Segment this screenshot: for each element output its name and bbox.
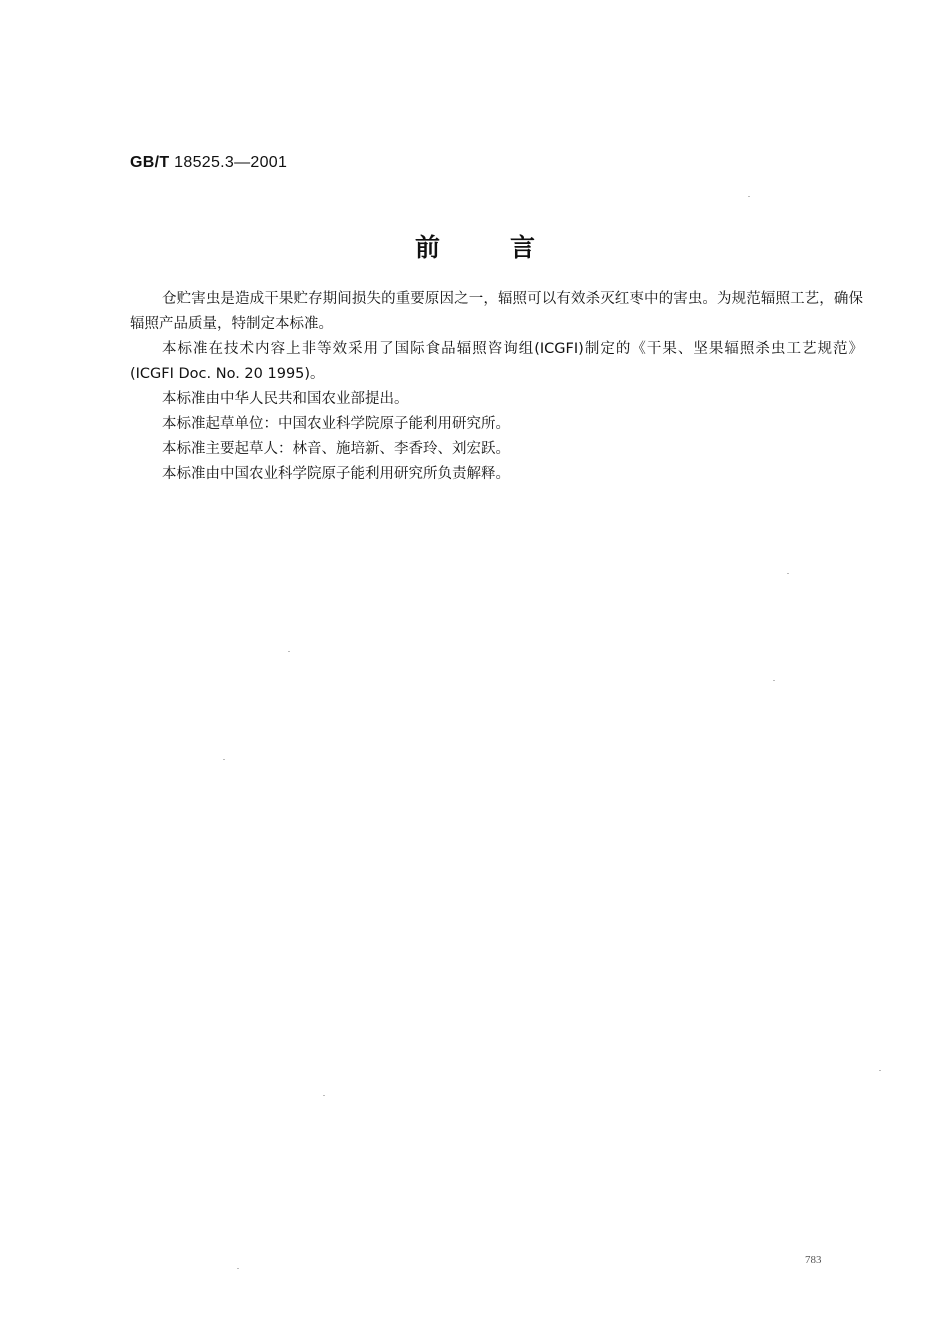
scan-speck: [323, 1095, 325, 1096]
paragraph-adoption: 本标准在技术内容上非等效采用了国际食品辐照咨询组(ICGFI)制定的《干果、坚果辐照杀虫工艺规范》(ICGFI Doc. No. 20 1995)。: [130, 341, 863, 382]
scan-speck: [879, 1070, 881, 1071]
scan-speck: [748, 196, 750, 197]
scan-speck: [223, 759, 225, 760]
paragraph-interpretation: 本标准由中国农业科学院原子能利用研究所负责解释。: [162, 466, 510, 482]
paragraph-purpose: 仓贮害虫是造成干果贮存期间损失的重要原因之一，辐照可以有效杀灭红枣中的害虫。为规范辐照工艺，确保辐照产品质量，特制定本标准。: [130, 291, 863, 332]
scan-speck: [787, 573, 789, 574]
standard-prefix: GB/T: [130, 154, 170, 171]
scan-speck: [288, 651, 290, 652]
page-number: 783: [805, 1254, 822, 1266]
paragraph-drafters: 本标准主要起草人：林音、施培新、李香玲、刘宏跃。: [162, 441, 510, 457]
paragraph-drafting-unit: 本标准起草单位：中国农业科学院原子能利用研究所。: [162, 416, 510, 432]
foreword-body: [130, 287, 863, 487]
scan-speck: [773, 680, 775, 681]
page-title: 前言: [414, 233, 605, 262]
standard-code: 18525.3—2001: [174, 154, 288, 171]
scan-speck: [237, 1268, 239, 1269]
standard-number: [130, 154, 287, 172]
paragraph-proposer: 本标准由中华人民共和国农业部提出。: [162, 391, 409, 407]
